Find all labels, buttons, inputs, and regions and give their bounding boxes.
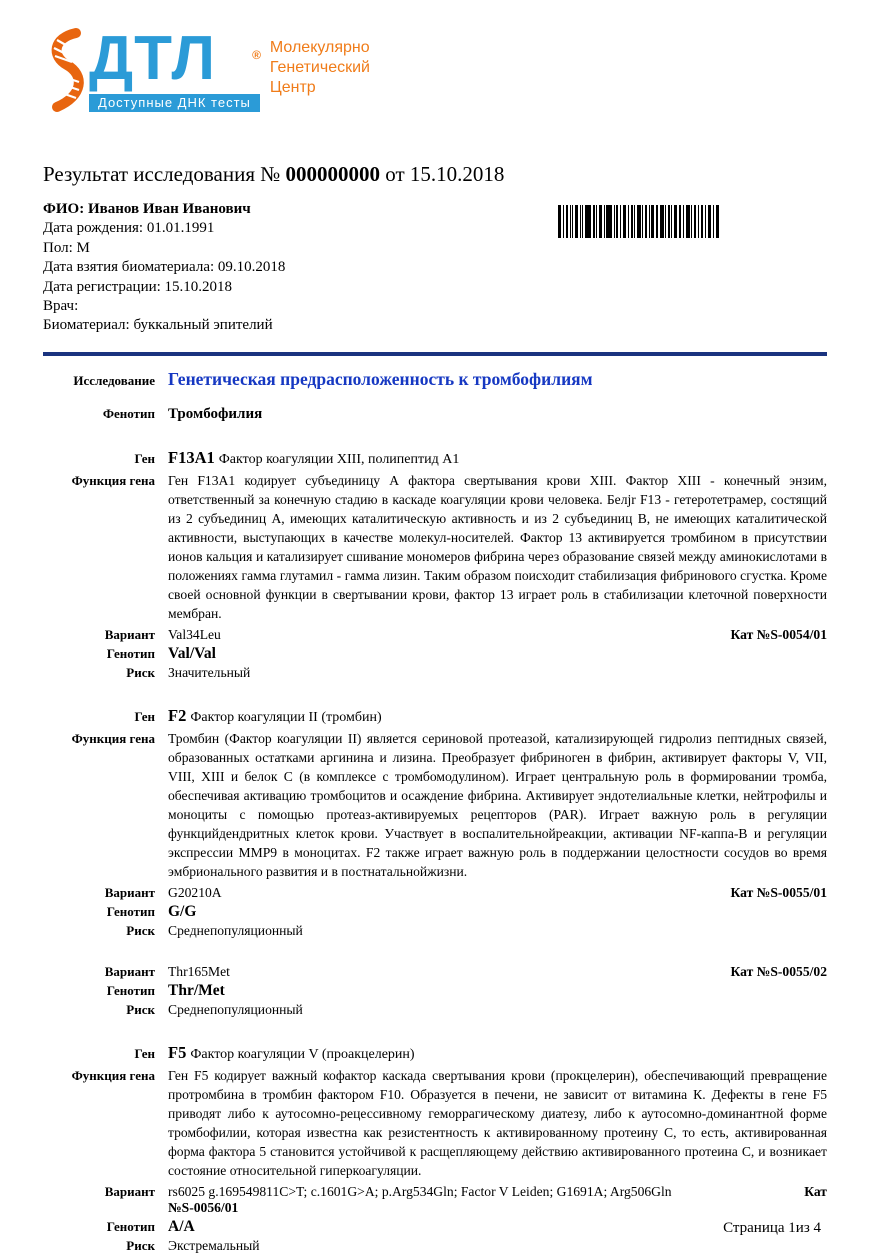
logo-acronym: ДТЛ ® xyxy=(89,24,262,93)
variant-label: Вариант xyxy=(104,884,155,900)
variant-row xyxy=(43,964,827,980)
gene-section-f5 xyxy=(43,1043,827,1254)
gene-desc: Фактор коагуляции II (тромбин) xyxy=(190,709,382,725)
gene-label: Ген xyxy=(134,1045,155,1061)
gene-section-f2 xyxy=(43,706,827,1018)
risk-label: Риск xyxy=(126,1001,155,1017)
report-number: 000000000 xyxy=(285,162,381,186)
genotype-label: Генотип xyxy=(106,645,155,661)
risk-row xyxy=(43,1002,827,1018)
sampling-date-line: Дата взятия биоматериала: 09.10.2018 xyxy=(43,259,286,276)
genotype-value: Thr/Met xyxy=(168,981,225,999)
genotype-value: G/G xyxy=(168,902,197,920)
risk-row xyxy=(43,1238,827,1254)
gene-row xyxy=(43,448,827,468)
patient-name-line: ФИО: Иванов Иван Иванович xyxy=(43,201,251,217)
gene-function-label: Функция гена xyxy=(71,730,155,746)
gene-row xyxy=(43,706,827,726)
report-page xyxy=(0,24,869,1258)
study-value: Генетическая предрасположенность к тромбофилиям xyxy=(168,368,593,389)
biomaterial-line: Биоматериал: буккальный эпителий xyxy=(43,317,273,334)
logo-tagline xyxy=(270,38,370,98)
catalog-number: Кат №S-0055/01 xyxy=(730,884,827,900)
variant-row xyxy=(43,1184,827,1216)
phenotype-label: Фенотип xyxy=(102,405,155,421)
gene-desc: Фактор коагуляции V (проакцелерин) xyxy=(190,1046,415,1062)
catalog-number-prefix: Кат xyxy=(804,1183,827,1199)
variant-value: G20210A xyxy=(168,884,222,900)
gene-function-text: Ген F13A1 кодирует субъединицу А фактора свертывания крови XIII. Фактор XIII - конечный энзим, ответственный за конечную стадию в каскаде коагуляции крови человека. Белjr F13 - гетеротетрамер, состящий из 2 субъединиц А, имеющих каталитическую активность и из 2 субъединиц В, не имеющих каталитической активности, выступающих в качестве молекул-носителей. Фактор 13 активируется тромбином в присутствии ионов кальция и катализирует сшивание мономеров фибрина через образование связей между аминокислотами в положениях гамма глутамил - гамма лизин. Таким образом поисходит стабилизация фибринового сгустка. Кроме своей основной функции в свертывании крови, фактор 13 играет роль в стабилизации клеточной поверхности мембран. xyxy=(168,472,827,621)
tagline-line: Молекулярно xyxy=(269,39,370,56)
gene-name: F5 xyxy=(168,1042,187,1062)
page-number: Страница 1из 4 xyxy=(723,1220,821,1236)
patient-info-band xyxy=(43,200,827,336)
separator-rule xyxy=(43,352,827,356)
phenotype-value: Тромбофилия xyxy=(168,405,263,422)
study-label: Исследование xyxy=(73,372,155,388)
gene-function-row xyxy=(43,1066,827,1180)
catalog-number: Кат №S-0055/02 xyxy=(730,963,827,979)
variant-value: Thr165Met xyxy=(168,963,230,979)
variant-value: Val34Leu xyxy=(168,626,221,642)
risk-label: Риск xyxy=(126,1237,155,1253)
sex-line: Пол: М xyxy=(43,239,90,256)
genotype-label: Генотип xyxy=(106,903,155,919)
gene-label: Ген xyxy=(134,708,155,724)
tagline-line: Генетический xyxy=(269,59,370,76)
gene-row xyxy=(43,1043,827,1063)
gene-function-row xyxy=(43,729,827,881)
variant-group xyxy=(43,1184,827,1254)
risk-label: Риск xyxy=(126,664,155,680)
gene-desc: Фактор коагуляции XIII, полипептид А1 xyxy=(218,451,460,467)
genotype-row xyxy=(43,982,827,1000)
variant-row xyxy=(43,885,827,901)
variant-row xyxy=(43,627,827,643)
barcode xyxy=(558,205,720,238)
variant-group xyxy=(43,627,827,681)
gene-function-text: Тромбин (Фактор коагуляции II) является сериновой протеазой, катализирующей гидролиз пептидных связей, образованных остатками аргинина и лизина. Преобразует фибриноген в фибрин, активирует факторы V, VII, VIII, XIII и белок С (в комплексе с тромбомодулином). Играет центральную роль в формировании тромба, обеспечивая активацию тромбоцитов и осаждение фибрина. Активирует эндотелиальные клетки, нейтрофилы и моноциты с помощью протеаз-активируемых рецепторов (PAR). Играет важную роль в регуляции функцийдендритных клеток крови. Участвует в воспалительнойреакции, активации NF-каппа-В и регуляции экспрессии MMP9 в моноцитах. F2 также играет важную роль в поддержании целостности сосудов во время эмбрионального развития и в постнатальнойжизни. xyxy=(168,730,827,879)
risk-row xyxy=(43,923,827,939)
genotype-row xyxy=(43,903,827,921)
gene-function-label: Функция гена xyxy=(71,472,155,488)
risk-value: Экстремальный xyxy=(168,1237,260,1253)
genotype-value: Val/Val xyxy=(168,644,216,662)
gene-name: F2 xyxy=(168,705,187,725)
patient-info xyxy=(43,200,285,336)
gene-function-row xyxy=(43,471,827,623)
gene-function-label: Функция гена xyxy=(71,1067,155,1083)
gene-name: F13A1 xyxy=(168,447,215,467)
variant-label: Вариант xyxy=(104,963,155,979)
risk-label: Риск xyxy=(126,922,155,938)
doctor-line: Врач: xyxy=(43,298,79,315)
gene-section-f13a1 xyxy=(43,448,827,681)
genotype-value: A/A xyxy=(168,1217,195,1235)
registered-trademark: ® xyxy=(252,48,262,62)
phenotype-row xyxy=(43,406,827,423)
genotype-row xyxy=(43,1218,827,1236)
genotype-label: Генотип xyxy=(106,1218,155,1234)
gene-function-text: Ген F5 кодирует важный кофактор каскада свертывания крови (прокцелерин), обеспечивающий превращение протромбина в тромбин фактором F10. Образуется в печени, не зависит от витамина К. Дефекты в гене F5 приводят либо к аутосомно-рецессивному геморрагическому диатезу, либо к аутосомно-доминантной форме тромбофилии, которая известна как резистентность к активированному протеину С, то есть, активированная форма фактора 5 становится устойчивой к расщепляющему действию активированного протеина С, и возникает состояние относительной гиперкоагуляции. xyxy=(168,1067,827,1178)
gene-label: Ген xyxy=(134,450,155,466)
variant-value: rs6025 g.169549811C>T; c.1601G>A; p.Arg534Gln; Factor V Leiden; G1691A; Arg506Gln xyxy=(168,1183,672,1199)
variant-group xyxy=(43,885,827,939)
company-logo xyxy=(43,24,827,116)
variant-group xyxy=(43,964,827,1018)
genotype-row xyxy=(43,645,827,663)
logo-strip: Доступные ДНК тесты xyxy=(89,94,260,112)
risk-value: Среднепопуляционный xyxy=(168,1001,303,1017)
risk-value: Значительный xyxy=(168,664,251,680)
risk-value: Среднепопуляционный xyxy=(168,922,303,938)
variant-label: Вариант xyxy=(104,1183,155,1199)
tagline-line: Центр xyxy=(269,79,316,96)
dna-helix-icon xyxy=(43,28,87,116)
registration-date-line: Дата регистрации: 15.10.2018 xyxy=(43,278,233,295)
catalog-number-suffix: №S-0056/01 xyxy=(168,1199,239,1215)
study-row xyxy=(43,369,827,390)
risk-row xyxy=(43,665,827,681)
report-title: Результат исследования № 000000000 от 15.10.2018 xyxy=(43,162,505,186)
genotype-label: Генотип xyxy=(106,982,155,998)
birthdate-line: Дата рождения: 01.01.1991 xyxy=(43,220,215,237)
variant-label: Вариант xyxy=(104,626,155,642)
catalog-number: Кат №S-0054/01 xyxy=(730,626,827,642)
